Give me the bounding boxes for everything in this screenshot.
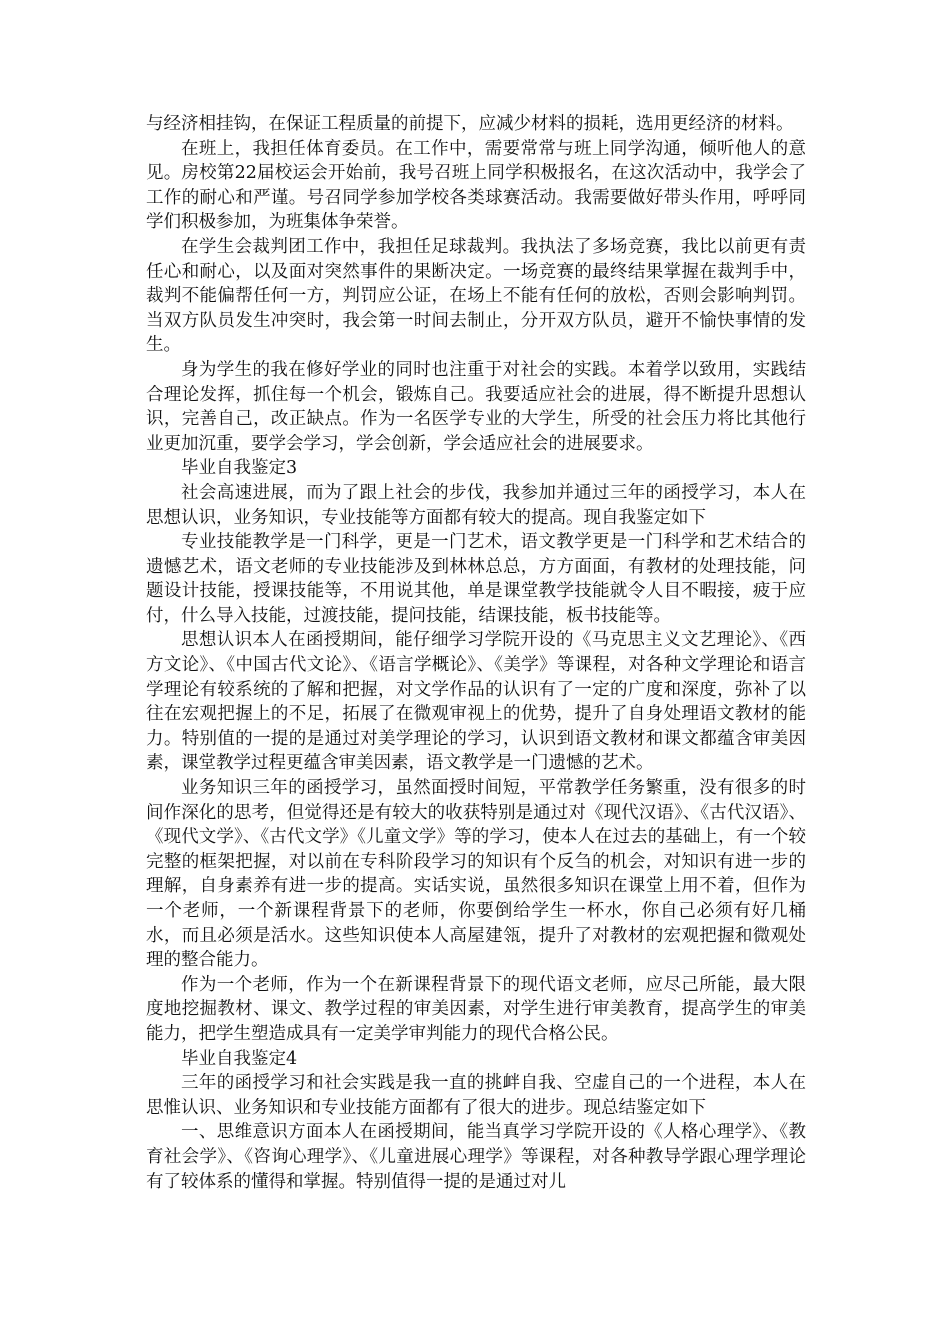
paragraph-business-knowledge: 业务知识三年的函授学习，虽然面授时间短，平常教学任务繁重，没有很多的时间作深化的思考，但觉得还是有较大的收获特别是通过对《现代汉语》、《古代汉语》、《现代文学》、《古代文学》《儿童文学》等的学习，使本人在过去的基础上，有一个较完整的框架把握，对以前在专科阶段学习的知识有个反刍的机会，对知识有进一步的理解，自身素养有进一步的提高。实话实说，虽然很多知识在课堂上用不着，但作为一个老师，一个新课程背景下的老师，你要倒给学生一杯水，你自己必须有好几桶水，而且必须是活水。这些知识使本人高屋建瓴，提升了对教材的宏观把握和微观处理的整合能力。 bbox=[146, 778, 806, 971]
paragraph-social-practice: 身为学生的我在修好学业的同时也注重于对社会的实践。本着学以致用，实践结合理论发挥，抓住每一个机会，锻炼自己。我要适应社会的进展，得不断提升思想认识，完善自己，改正缺点。作为一名医学专业的大学生，所受的社会压力将比其他行业更加沉重，要学会学习，学会创新，学会适应社会的进展要求。 bbox=[146, 359, 806, 454]
paragraph-professional-skills: 专业技能教学是一门科学，更是一门艺术，语文教学更是一门科学和艺术结合的遗憾艺术，语文老师的专业技能涉及到林林总总，方方面面，有教材的处理技能，问题设计技能，授课技能等，不用说其他，单是课堂教学技能就令人目不暇接，疲于应付，什么导入技能，过渡技能，提问技能，结课技能，板书技能等。 bbox=[146, 532, 806, 626]
paragraph-self-challenge: 三年的函授学习和社会实践是我一直的挑衅自我、空虚自己的一个进程，本人在思惟认识、业务知识和专业技能方面都有了很大的进步。现总结鉴定如下 bbox=[146, 1073, 806, 1118]
paragraph-ideological-understanding: 思想认识本人在函授期间，能仔细学习学院开设的《马克思主义文艺理论》、《西方文论》、《中国古代文论》、《语言学概论》、《美学》等课程，对各种文学理论和语言学理论有较系统的了解和把握，对文学作品的认识有了一定的广度和深度，弥补了以往在宏观把握上的不足，拓展了在微观审视上的优势，提升了自身处理语文教材的能力。特别值的一提的是通过对美学理论的学习，认识到语文教材和课文都蕴含审美因素，课堂教学过程更蕴含审美因素，语文教学是一门遗憾的艺术。 bbox=[146, 630, 806, 774]
paragraph-aesthetic-education: 作为一个老师，作为一个在新课程背景下的现代语文老师，应尽己所能，最大限度地挖掘教材、课文、教学过程的审美因素，对学生进行审美教育，提高学生的审美能力，把学生塑造成具有一定美学审判能力的现代合格公民。 bbox=[146, 974, 806, 1044]
paragraph-sports-committee: 在班上，我担任体育委员。在工作中，需要常常与班上同学沟通，倾听他人的意见。房校第22届校运会开始前，我号召班上同学积极报名，在这次活动中，我学会了工作的耐心和严谨。号召同学参加学校各类球赛活动。我需要做好带头作用，呼呼同学们积极参加，为班集体争荣誉。 bbox=[146, 138, 806, 233]
section-heading-3: 毕业自我鉴定3 bbox=[181, 458, 298, 479]
section-heading-4: 毕业自我鉴定4 bbox=[181, 1048, 298, 1069]
paragraph-material-cost: 与经济相挂钩，在保证工程质量的前提下，应减少材料的损耗，选用更经济的材料。 bbox=[146, 114, 794, 134]
paragraph-correspondence-intro: 社会高速进展，而为了跟上社会的步伐，我参加并通过三年的函授学习，本人在思想认识，业务知识，专业技能等方面都有较大的提高。现自我鉴定如下 bbox=[146, 482, 806, 528]
document-body bbox=[146, 112, 806, 1194]
paragraph-football-referee: 在学生会裁判团工作中，我担任足球裁判。我执法了多场竞赛，我比以前更有责任心和耐心，以及面对突然事件的果断决定。一场竞赛的最终结果掌握在裁判手中，裁判不能偏帮任何一方，判罚应公证，在场上不能有任何的放松，否则会影响判罚。当双方队员发生冲突时，我会第一时间去制止，分开双方队员，避开不愉快事情的发生。 bbox=[146, 236, 806, 356]
paragraph-thinking-awareness: 一、思维意识方面本人在函授期间，能当真学习学院开设的《人格心理学》、《教育社会学》、《咨询心理学》、《儿童进展心理学》等课程，对各种教导学跟心理学理论有了较体系的懂得和掌握。特别值得一提的是通过对儿 bbox=[146, 1122, 806, 1192]
